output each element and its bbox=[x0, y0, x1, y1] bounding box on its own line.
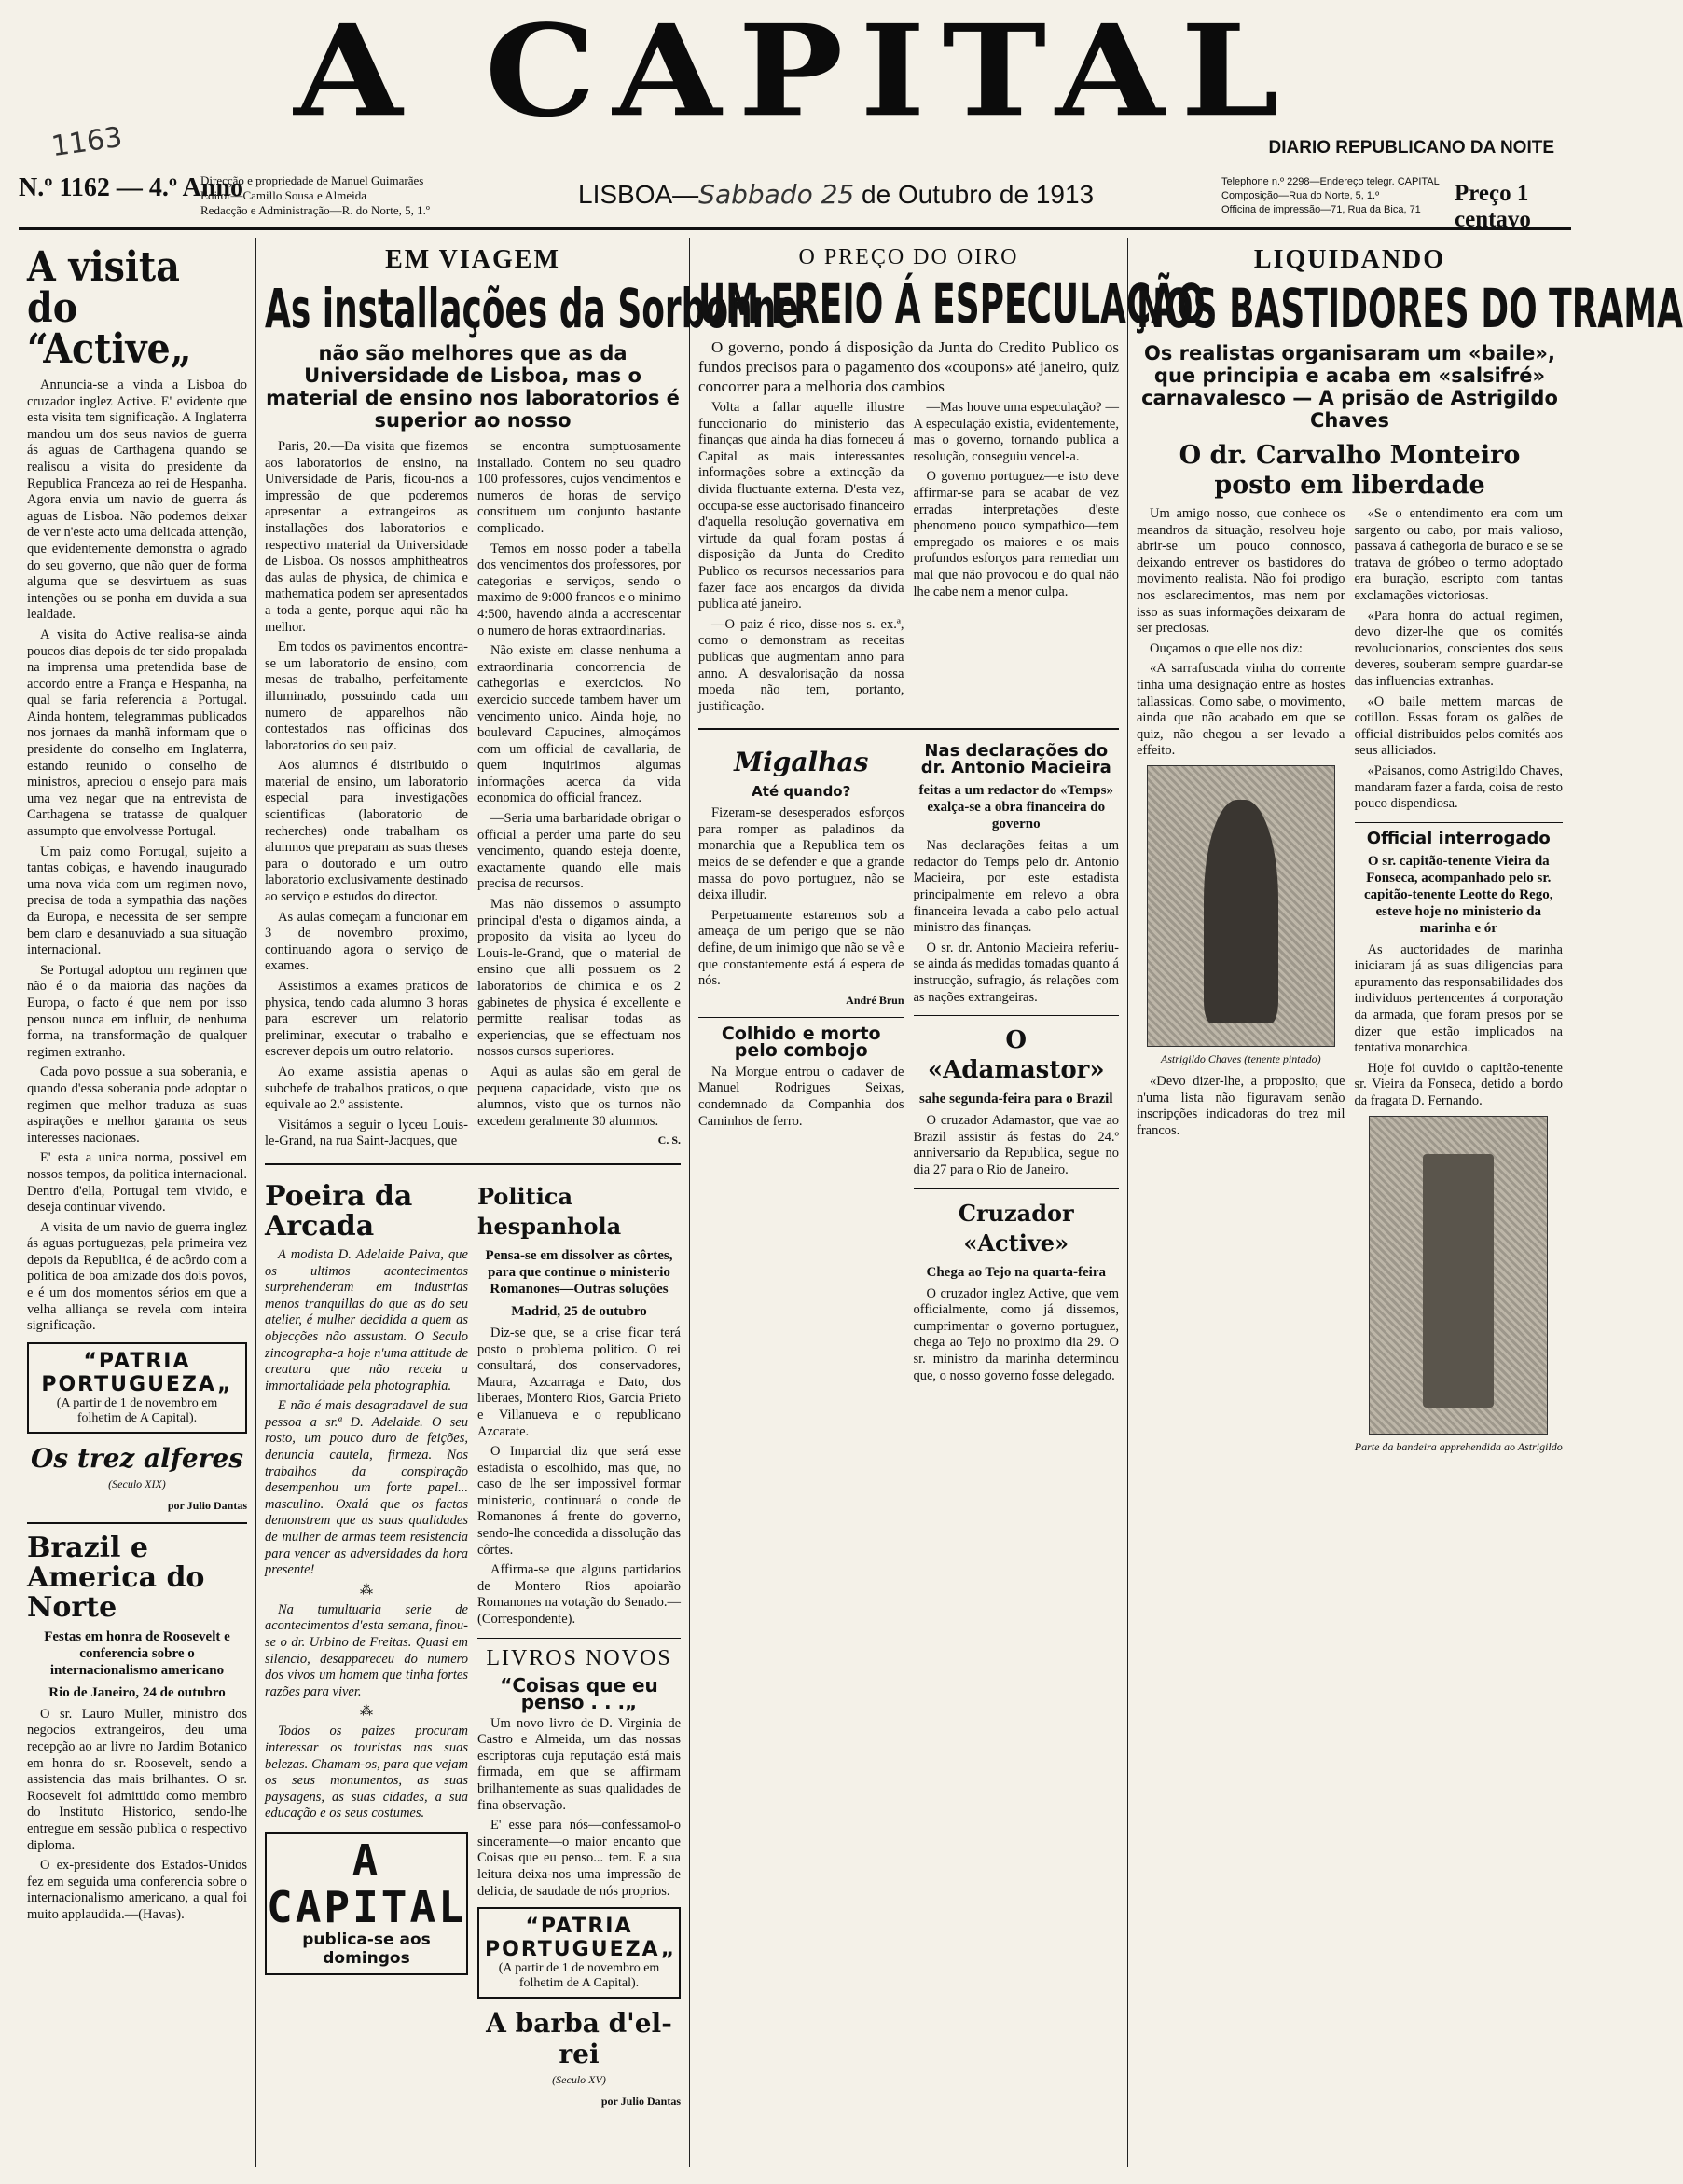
photo-astrigildo-chaves bbox=[1147, 765, 1335, 1047]
feuilleton-author: por Julio Dantas bbox=[167, 1498, 247, 1512]
paragraph: Ao exame assistia apenas o subchefe de trabalhos praticos, o que equivale ao 2.º assistente. bbox=[265, 1064, 468, 1113]
divider bbox=[698, 1017, 904, 1018]
column-1 bbox=[19, 238, 256, 2167]
masthead-subtitle: DIARIO REPUBLICANO DA NOITE bbox=[1268, 138, 1554, 158]
paragraph: Assistimos a exames praticos de physica, tendo cada alumno 3 horas para escrever um relatorio preliminar, executar o trabalho e escrever depois um outro relatorio. bbox=[265, 979, 468, 1060]
article-title-active: Cruzador «Active» bbox=[958, 1199, 1074, 1257]
book-title: “Coisas que eu penso . . .„ bbox=[500, 1673, 658, 1713]
kicker-livros-novos: LIVROS NOVOS bbox=[486, 1645, 672, 1670]
article-title-active-visit: A visita do “Active„ bbox=[27, 243, 192, 373]
lower-section bbox=[698, 737, 1119, 1388]
paragraph: Paris, 20.—Da visita que fizemos aos laboratorios de ensino, na Universidade de Paris, ficou-nos a impressão de que poderemos apresentar a extrangeiros as installações dos laboratorios e respectivo material da Universidade de Lisboa. Os nossos amphitheatros das aulas de physica, de chimica e mathematica podem ser apresentados a toda a gente, porque aqui não ha melhor. bbox=[265, 439, 468, 635]
subcolumn-macieira bbox=[914, 737, 1120, 1388]
paragraph: Affirma-se que alguns partidarios de Montero Rios apoiarão Romanones na votação do Senado.—(Correspondente). bbox=[477, 1562, 681, 1628]
article-dek: Pensa-se em dissolver as côrtes, para que continue o ministerio Romanones—Outras soluções bbox=[485, 1247, 673, 1297]
paragraph: «Se o entendimento era com um sargento ou cabo, por mais valioso, passava á cathegoria de buraco e se se tratava de gróbeo o termo adoptado era buração, escripto com tantas exclamações victoriosas. bbox=[1354, 506, 1563, 603]
paragraph: Ouçamos o que elle nos diz: bbox=[1150, 640, 1303, 656]
paragraph: O governo portuguez—e isto deve affirmar-se para se acabar de vez erradas interpretações d'este phenomeno pouco sympathico—tem empregado os maiores e os mais profundos esforços para remediar um mal que não provocou e do qual não lhe cabe nem a menor culpa. bbox=[913, 469, 1119, 599]
paragraph: Perpetuamente estaremos sob a ameaça de um perigo que se não define, de um inimigo que não se vê e que constantemente está á espera de nós. bbox=[698, 907, 904, 989]
divider bbox=[698, 728, 1119, 730]
paragraph: E não é mais desagradavel de sua pessoa a sr.ª D. Adelaide. O seu rosto, um pouco duro de feições, denuncia cautela, firmeza. Nos trabalhos da conspiração desempenhou um forte papel... masculino. Oxalá que os factos demonstrem que as suas qualidades de mulher de armas teem resistencia para vencer as adversidades da hora presente! bbox=[265, 1398, 468, 1578]
direction-block bbox=[200, 173, 430, 218]
price: Preço 1 centavo bbox=[1455, 181, 1531, 232]
paragraph: Temos em nosso poder a tabella dos vencimentos dos professores, por categorias e serviços, sendo o maximo de 9:000 francos e o minimo 4:500, havendo ainda a accrescentar o numero de horas extraordinarias. bbox=[477, 541, 681, 639]
divider bbox=[27, 1522, 247, 1524]
paragraph: E' esta a unica norma, possivel em nossos tempos, da politica internacional. Dentro d'ella, Portugal tem vivido, e deseja continuar vivendo. bbox=[27, 1150, 247, 1216]
subcolumn-poeira bbox=[265, 1173, 468, 2114]
divider bbox=[265, 1163, 681, 1165]
paragraph: O sr. dr. Antonio Macieira referiu-se ainda ás medidas tomadas quanto á instrucção, sufragio, ás relações com as nações extrangeiras. bbox=[913, 940, 1119, 1005]
separator-stars: ⁂ bbox=[360, 1705, 373, 1720]
paragraph: «Devo dizer-lhe, a proposito, que n'uma lista não figuravam senão inscripções indicadoras do trez mil francos. bbox=[1137, 1073, 1345, 1138]
direction-line: Redacção e Administração—R. do Norte, 5, 1.º bbox=[200, 203, 430, 217]
paragraph: Aos alumnos é distribuido o material de ensino, um laboratorio especial para investigações scientificas (laboratorio de recherches) onde trabalham os alumnos que preparam as suas theses para o doutorado e um outro laboratorio exclusivamente destinado ao serviço e estudos do director. bbox=[265, 758, 468, 905]
article-title-colhido: Colhido e morto pelo combojo bbox=[721, 1023, 881, 1061]
paragraph: «A sarrafuscada vinha do corrente tinha uma designação entre as hostes tallassicas. Como sabe, o movimento, ainda que não acabado em que se quiz, não chegou a ser levado a effeito. bbox=[1137, 661, 1345, 759]
article-title-hespanhola: Politica hespanhola bbox=[477, 1182, 622, 1240]
article-title-official: Official interrogado bbox=[1366, 828, 1551, 848]
divider bbox=[914, 1015, 1120, 1016]
subcolumn-left bbox=[698, 400, 904, 719]
signature: André Brun bbox=[846, 993, 904, 1007]
subcolumn-right bbox=[477, 439, 681, 1154]
paragraph: —Seria uma barbaridade obrigar o official a perder uma parte do seu vencimento, quando esteja doente, exactamente quando elle mais precisa de recursos. bbox=[477, 811, 681, 892]
paragraph: Em todos os pavimentos encontra-se um laboratorio de ensino, com mesas de trabalho, perfeitamente illuminado, possuindo cada um numero de apparelhos não contestados nas officinas dos laboratorios do seu paiz. bbox=[265, 639, 468, 753]
paragraph: «Para honra do actual regimen, devo dizer-lhe que os comités revolucionarios, conscientes dos seus deveres, souberam sempre guardar-se das influencias extranhas. bbox=[1354, 608, 1563, 689]
subcolumn-left bbox=[265, 439, 468, 1154]
lower-section bbox=[265, 1173, 681, 2114]
paragraph: A modista D. Adelaide Paiva, que os ultimos acontecimentos surprehenderam em industrias menos tranquillas do que as do seu atelier, é mulher decidida a quem as objecções não assustam. O Seculo zincographa-a hoje n'uma attitude de creatura que não receia a immortalidade pela photographia. bbox=[265, 1246, 468, 1394]
direction-line: Direcção e propriedade de Manuel Guimarães bbox=[200, 173, 424, 187]
telephone-line: Officina de impressão—71, Rua da Bica, 71 bbox=[1221, 204, 1421, 215]
article-title-macieira: Nas declarações do dr. Antonio Macieira bbox=[920, 741, 1111, 778]
patria-portugueza-notice bbox=[477, 1907, 681, 1999]
paragraph: Cada povo possue a sua soberania, e quando d'essa soberania pode adoptar o regimen que melhor traduza as suas aspirações e melhor garanta os seus interesses nacionaes. bbox=[27, 1065, 247, 1146]
notice-title: “PATRIA PORTUGUEZA„ bbox=[485, 1915, 677, 1962]
feuilleton-author: por Julio Dantas bbox=[600, 2095, 681, 2108]
article-subtitle: Até quando? bbox=[752, 783, 851, 801]
divider bbox=[914, 1188, 1120, 1189]
date-suffix: de Outubro de 1913 bbox=[862, 180, 1095, 209]
dateline bbox=[578, 179, 1094, 210]
paragraph: Um novo livro de D. Virginia de Castro e Almeida, um das nossas escriptoras cuja reputação está mais firmada, em que se affirmam brilhantemente as suas qualidades de fina observação. bbox=[477, 1715, 681, 1813]
paragraph: O Imparcial diz que será esse estadista o escolhido, mas que, no caso de lhe ser impossivel formar ministerio, continuará o conde de Romanones á frente do governo, sendo-lhe concedida a dissolução das côrtes. bbox=[477, 1444, 681, 1558]
photo-figure bbox=[1423, 1154, 1494, 1408]
promo-text: publica-se aos domingos bbox=[302, 1930, 431, 1968]
feuilleton-title: Os trez alferes bbox=[30, 1442, 244, 1474]
paragraph: Todos os paizes procuram interessar os touristas nas suas belezas. Chamam-os, para que vejam os seus monumentos, as suas paysagens, as suas cidades, a sua educação e os seus costumes. bbox=[265, 1724, 468, 1821]
kicker-liquidando: LIQUIDANDO bbox=[1253, 245, 1446, 274]
direction-line: Editor—Camillo Sousa e Almeida bbox=[200, 188, 367, 202]
photo-caption: Parte da bandeira apprehendida ao Astrigildo bbox=[1354, 1439, 1563, 1453]
especulacao-body bbox=[698, 400, 1119, 719]
subcolumn-right bbox=[914, 400, 1120, 719]
signature: C. S. bbox=[657, 1133, 681, 1147]
article-title-brazil: Brazil e America do Norte bbox=[27, 1531, 205, 1624]
paragraph: Um amigo nosso, que conhece os meandros da situação, resolveu hoje abrir-se um pouco connosco, deixando entrever os bastidores do movimento realista. Não foi prodigo nos esclarecimentos, mas nem por isso as suas informações deixaram de ser preciosas. bbox=[1137, 506, 1345, 637]
article-subtitle: O dr. Carvalho Monteiro posto em liberdade bbox=[1179, 441, 1521, 500]
date-handwritten: Sabbado 25 bbox=[698, 179, 855, 210]
notice-text: (A partir de 1 de novembro em folhetim de A Capital). bbox=[56, 1395, 218, 1425]
column-3 bbox=[690, 238, 1206, 2167]
paragraph: —Mas houve uma especulação? —A especulação existia, evidentemente, mas o governo, tornando publica a resolução, conseguiu vencel-a. bbox=[913, 400, 1119, 464]
subcolumn-migalhas bbox=[698, 737, 904, 1388]
article-title-especulacao: UM FREIO Á ESPECULAÇÃO bbox=[698, 272, 1206, 336]
handwritten-number: 1163 bbox=[48, 120, 125, 164]
paragraph: «Paisanos, como Astrigildo Chaves, mandaram fazer a farda, coisa de resto pouco dispendiosa. bbox=[1354, 762, 1563, 812]
column-4 bbox=[1128, 238, 1683, 2167]
subcolumn-right bbox=[1355, 506, 1564, 1462]
feuilleton-subtitle: (Seculo XIX) bbox=[108, 1477, 166, 1490]
paragraph: se encontra sumptuosamente installado. Contem no seu quadro 100 professores, cujos vencimentos e numeros de horas de serviço constituem um conjunto bastante complicado. bbox=[477, 439, 681, 536]
photo-flag bbox=[1369, 1116, 1548, 1435]
paragraph: O cruzador inglez Active, que vem officialmente, como já dissemos, cumprimentar o governo portuguez, chega ao Tejo no proximo dia 29. O sr. ministro da marinha determinou que, o nosso governo fosse delegado. bbox=[913, 1285, 1119, 1383]
kicker-em-viagem: EM VIAGEM bbox=[385, 245, 560, 274]
article-dek: Festas em honra de Roosevelt e conferencia sobre o internacionalismo americano bbox=[44, 1628, 230, 1678]
separator-stars: ⁂ bbox=[360, 1583, 373, 1598]
article-title-migalhas: Migalhas bbox=[734, 747, 869, 778]
paragraph: O cruzador Adamastor, que vae ao Brazil assistir ás festas do 24.º anniversario da Republica, segue no dia 27 para o Rio de Janeiro. bbox=[913, 1113, 1119, 1177]
article-dek: Os realistas organisaram um «baile», que principia e acaba em «salsifré» carnavalesco — A prisão de Astrigildo Chaves bbox=[1141, 342, 1558, 432]
patria-portugueza-notice bbox=[27, 1342, 247, 1434]
paragraph: Hoje foi ouvido o capitão-tenente sr. Vieira da Fonseca, detido a bordo da fragata D. Fernando. bbox=[1354, 1060, 1563, 1109]
article-title-adamastor: O «Adamastor» bbox=[927, 1026, 1105, 1085]
article-dek: não são melhores que as da Universidade de Lisboa, mas o material de ensino nos laboratorios é superior ao nosso bbox=[266, 342, 680, 432]
notice-text: (A partir de 1 de novembro em folhetim de A Capital). bbox=[498, 1961, 660, 1991]
photo-figure bbox=[1204, 800, 1278, 1023]
info-bar bbox=[19, 168, 1571, 230]
paragraph: Na tumultuaria serie de acontecimentos d'esta semana, finou-se o dr. Urbino de Freitas. Quasi em silencio, desappareceu do numero dos vivos um homem que tinha fortes razões para viver. bbox=[265, 1601, 468, 1699]
paragraph: O sr. Lauro Muller, ministro dos negocios extrangeiros, deu uma recepção ao ar livre no Jardim Botanico em honra do sr. Roosevelt, sendo a assistencia das mais brilhantes. O sr. Roosevelt foi admittido como membro do Instituto Historico, sendo-lhe entregue em sessão publica o respectivo diploma. bbox=[27, 1706, 247, 1853]
paragraph: A visita do Active realisa-se ainda poucos dias depois de ter sido propalada na imprensa uma pretendida base de accordo entre a França e Hespanha, na qual se faria referencia a Portugal. Ainda hontem, telegrammas publicados nos jornaes da manhã informam que o presidente do conselho em Inglaterra, estando reunido o conselho de ministros, apreciou o ensejo para mais uma vez negar que na entrevista de Carthagena se tratasse de qualquer assumpto que envolvesse Portugal. bbox=[27, 626, 247, 840]
feuilleton-subtitle: (Seculo XV) bbox=[552, 2073, 606, 2087]
telephone-line: Telephone n.º 2298—Endereço telegr. CAPITAL bbox=[1221, 176, 1440, 187]
feuilleton-title: A barba d'el-rei bbox=[486, 2008, 672, 2070]
paragraph: Se Portugal adoptou um regimen que não é o da maioria das nações da Europa, o facto é que nem por isso pensou nunca em influir, de nenhuma forma, na transformação de qualquer regimen extranho. bbox=[27, 962, 247, 1060]
article-title-poeira: Poeira da Arcada bbox=[265, 1179, 413, 1243]
paragraph: E' esse para nós—confessamol-o sinceramente—o maior encanto que Coisas que eu penso... tem. E a sua leitura deixa-nos uma impressão de delicia, de saudade de nós proprios. bbox=[477, 1818, 681, 1899]
article-dek: sahe segunda-feira para o Brazil bbox=[919, 1092, 1113, 1107]
article-title-sorbonne: As installações da Sorbonne bbox=[265, 277, 799, 340]
paragraph: Visitámos a seguir o lyceu Louis-le-Grand, na rua Saint-Jacques, que bbox=[265, 1117, 468, 1149]
divider bbox=[1355, 822, 1564, 823]
sorbonne-body bbox=[265, 439, 681, 1154]
paragraph: As aulas começam a funcionar em 3 de novembro proximo, continuando agora o serviço de exames. bbox=[265, 909, 468, 974]
article-dek: O sr. capitão-tenente Vieira da Fonseca, acompanhado pelo sr. capitão-tenente Leotte do Rego, esteve hoje no ministerio da marinha e ór bbox=[1364, 853, 1553, 936]
paragraph: Nas declarações feitas a um redactor do Temps pelo dr. Antonio Macieira, por este estadista principalmente em relevo a obra financeira levada a cabo pelo actual ministro das finanças. bbox=[913, 838, 1119, 936]
paragraph: Na Morgue entrou o cadaver de Manuel Rodrigues Seixas, condemnado da Companhia dos Caminhos de ferro. bbox=[698, 1064, 904, 1129]
article-dateline: Madrid, 25 de outubro bbox=[511, 1303, 647, 1319]
article-dateline: Rio de Janeiro, 24 de outubro bbox=[48, 1684, 226, 1700]
paragraph: As auctoridades de marinha iniciaram já as suas diligencias para apuramento das responsabilidades dos individuos pertencentes á corporação da armada, que foram presos por se dizer que estão implicados na tentativa monarchica. bbox=[1354, 941, 1563, 1056]
notice-title: “PATRIA PORTUGUEZA„ bbox=[41, 1349, 233, 1396]
paragraph: —O paiz é rico, disse-nos s. ex.ª, como o demonstram as receitas publicas que augmentam anno para anno. A desvalorisação da nossa moeda não tem, portanto, justificação. bbox=[698, 616, 904, 714]
masthead-title: A CAPITAL bbox=[294, 0, 1296, 145]
subcolumn-left bbox=[1137, 506, 1345, 1462]
paragraph: Mas não dissemos o assumpto principal d'esta o digamos ainda, a proposito da visita ao lyceu do Louis-le-Grand, que o material de ensino que alli possuem os 2 laboratorios de chimica e os 2 gabinetes de physica é excellente e permitte realisar todas as experiencias, que se effectuam nos nossos cursos superiores. bbox=[477, 897, 681, 1060]
article-dek: feitas a um redactor do «Temps» exalça-se a obra financeira do governo bbox=[918, 783, 1113, 832]
telephone-block bbox=[1221, 175, 1440, 217]
paragraph: Não existe em classe nenhuma a extraordinaria concorrencia de cathegorias e exercicios. No exercicio succede tambem haver um vencimento unico. Ainda hoje, no boulevard Capucines, almoçámos com um official de cavallaria, de quem inquirimos algumas informações acerca da vida economica do official francez. bbox=[477, 643, 681, 806]
paragraph: O ex-presidente dos Estados-Unidos fez em seguida uma conferencia sobre o internacionalismo americano, a qual foi muito applaudida.—(Havas). bbox=[27, 1858, 247, 1922]
bastidores-body bbox=[1137, 506, 1563, 1462]
column-2 bbox=[256, 238, 799, 2167]
telephone-line: Composição—Rua do Norte, 5, 1.º bbox=[1221, 190, 1380, 201]
paragraph: «O baile mettem marcas de cotillon. Essas foram os galões de official distribuidos pelos comités aos seus alliciados. bbox=[1354, 694, 1563, 759]
paragraph: Fizeram-se desesperados esforços para romper as paladinos da monarchia que a Republica tem os meios de se defender e que a grande massa do povo portuguez, não se deixa illudir. bbox=[698, 805, 904, 903]
photo-caption: Astrigildo Chaves (tenente pintado) bbox=[1160, 1051, 1321, 1065]
subcolumn-hespanhola bbox=[477, 1173, 681, 2114]
article-lead: O governo, pondo á disposição da Junta do Credito Publico os fundos precisos para o pagamento dos «coupons» até janeiro, quiz concorrer para a melhoria dos cambios bbox=[698, 338, 1119, 395]
kicker-preco-oiro: O PREÇO DO OIRO bbox=[798, 245, 1019, 269]
promo-box bbox=[265, 1832, 468, 1975]
paragraph: Annuncia-se a vinda a Lisboa do cruzador inglez Active. E' evidente que esta visita tem significação. A Inglaterra mandou um dos seus navios de guerra ás aguas de Carthagena quando se realisou a visita do presidente da Republica Franceza ao rei de Hespanha. Agora envia um navio de guerra ás aguas de Lisboa. Não podemos deixar de ver n'este acto uma delicada attenção, que evidentemente demonstra o agrado do seu governo, que não quer de forma alguma que se desvirtuem as suas intenções ou se ponha em duvida a sua lealdade. bbox=[27, 378, 247, 623]
issue-number: N.º 1162 — 4.º Anno bbox=[19, 173, 243, 202]
paragraph: Um paiz como Portugal, sujeito a tantas cobiças, e havendo inaugurado uma nova vida com um regimen novo, precisa de toda a sympathia das nações da Europa, e necessita de ser sempre bem claro e desanuviado a sua situação internacional. bbox=[27, 844, 247, 958]
paragraph: A visita de um navio de guerra inglez ás aguas portuguezas, pela primeira vez depois da Republica, é de acôrdo com a politica de boa amizade dos dois povos, e é um dos momentos sérios em que a velha alliança se revela com inteira significação. bbox=[27, 1219, 247, 1334]
article-dek: Chega ao Tejo na quarta-feira bbox=[926, 1264, 1106, 1280]
divider bbox=[477, 1638, 681, 1639]
date-prefix: LISBOA— bbox=[578, 180, 699, 209]
promo-title: A CAPITAL bbox=[267, 1834, 467, 1932]
paragraph: Diz-se que, se a crise ficar terá posto o problema politico. O rei consultará, dos conservadores, Maura, Azcarraga e Dato, dos liberaes, Montero Rios, Garcia Prieto e Villanueva e o republicano Azcarate. bbox=[477, 1325, 681, 1439]
article-title-bastidores: NOS BASTIDORES DO TRAMA bbox=[1137, 277, 1683, 340]
paragraph: Aqui as aulas são em geral de pequena capacidade, visto que os alumnos, visto que os turnos não excedem geralmente 30 alumnos. bbox=[477, 1064, 681, 1129]
paragraph: Volta a fallar aquelle illustre funccionario do ministerio das finanças que ainda ha dias forneceu á Capital as mais interessantes informações sobre a extincção da divida fluctuante externa. D'esta vez, occupa-se esse auctorisado financeiro d'aquella resolução governativa em virtude da qual foram postas á disposição da Junta do Credito Publico os recursos necessarios para fazer face aos encargos da divida publica até janeiro. bbox=[698, 400, 904, 612]
